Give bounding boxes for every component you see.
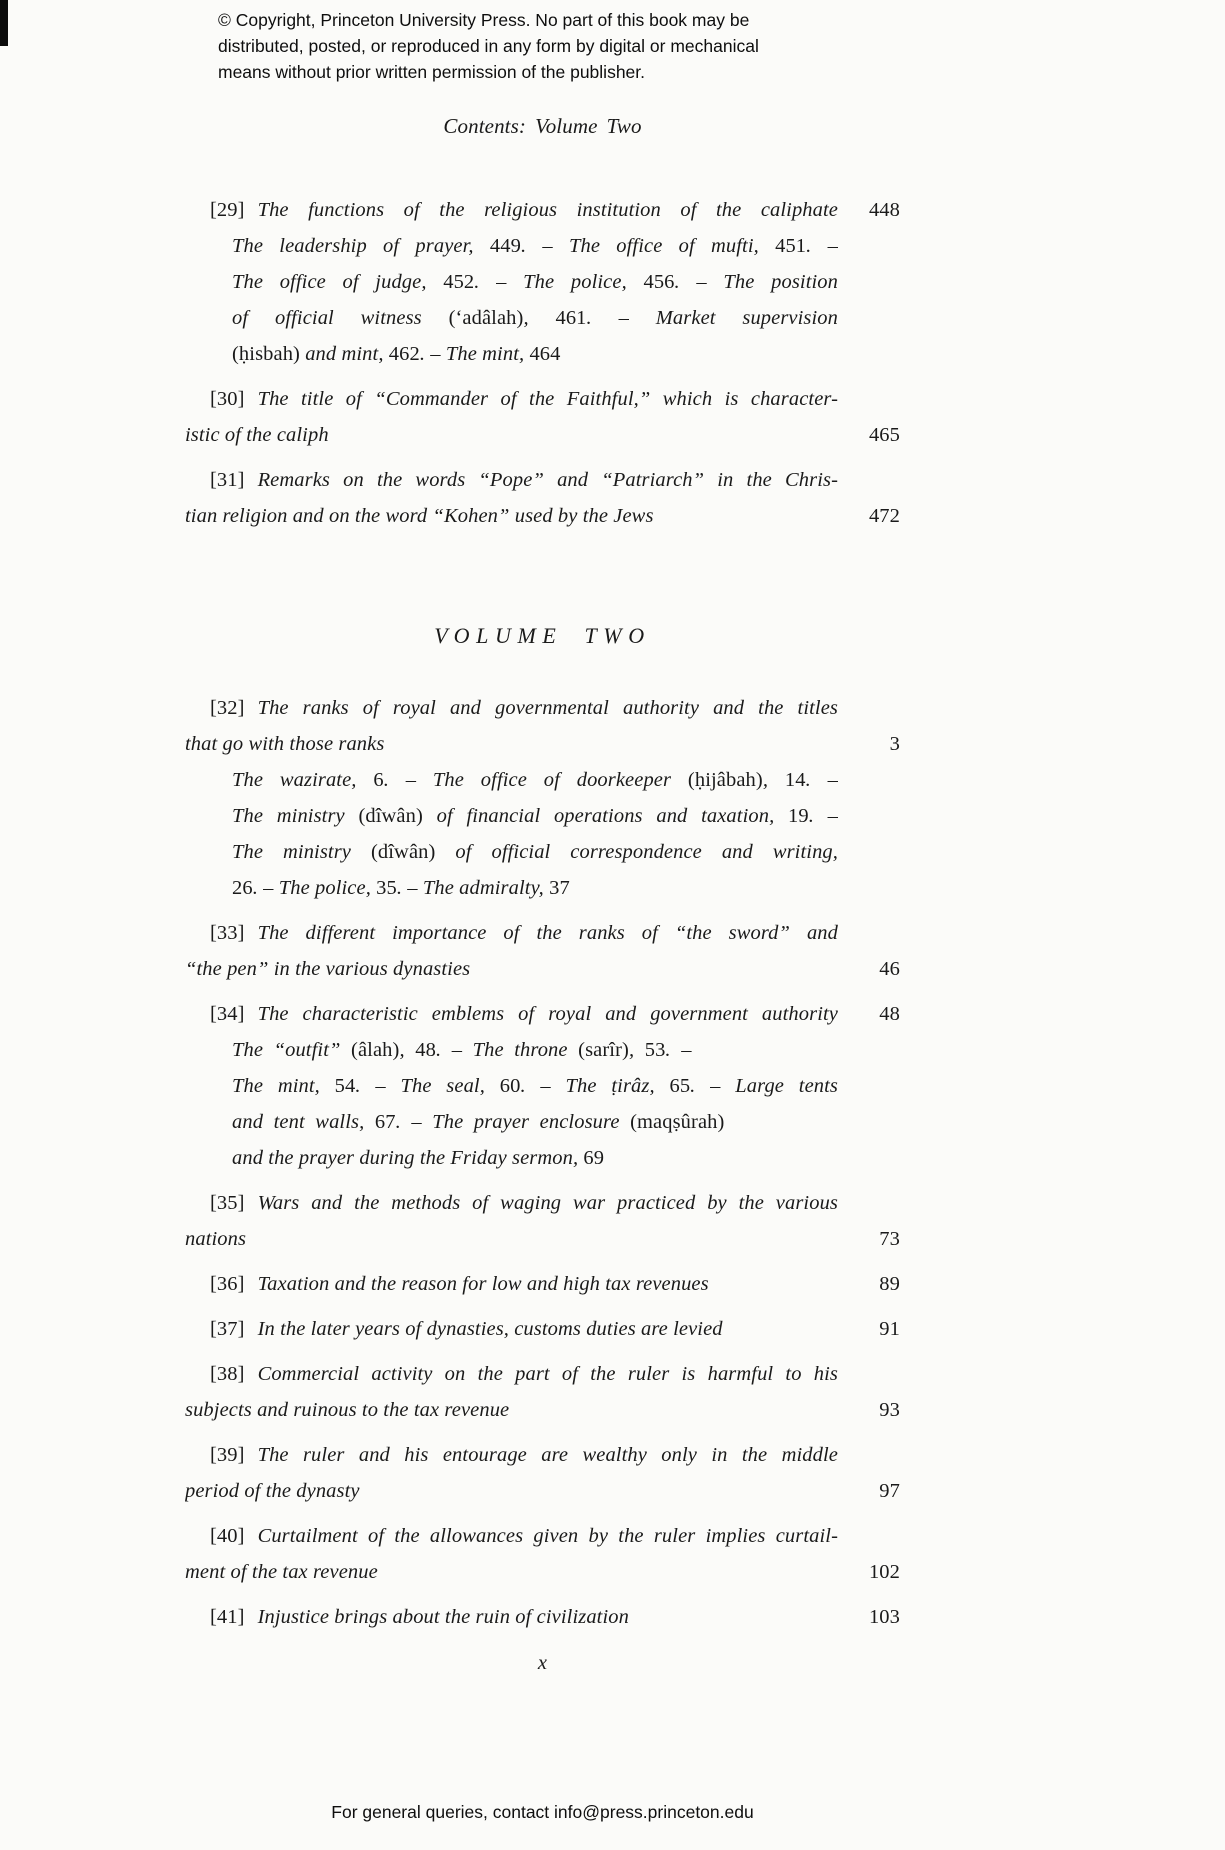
entry-text: “the pen” in the various dynasties (185, 958, 471, 980)
entry-page-number (838, 300, 900, 336)
copyright-line: © Copyright, Princeton University Press. No part of this book may be (218, 10, 750, 30)
entry-text: The leadership of prayer, 449. – The office of mufti, 451. – (232, 235, 838, 257)
entry-text: The wazirate, 6. – The office of doorkeeper (ḥijâbah), 14. – (232, 769, 838, 791)
contents-heading: Contents: Volume Two (443, 114, 642, 138)
entry-number: [33] (210, 922, 245, 944)
entry-number: [31] (210, 469, 245, 491)
entry-page-number: 48 (879, 1003, 900, 1025)
entry-text: tian religion and on the word “Kohen” used by the Jews (185, 505, 654, 527)
toc-line (185, 228, 900, 264)
toc-entry (185, 1437, 900, 1509)
toc-entry (185, 1266, 900, 1302)
toc-section (185, 618, 900, 1635)
entry-page-number: 89 (879, 1273, 900, 1295)
entry-page-number: 102 (868, 1561, 900, 1583)
toc-entry (185, 1599, 900, 1635)
entry-page-number (838, 1104, 900, 1140)
page-number-roman: x (537, 1652, 548, 1674)
entry-number: [29] (210, 199, 245, 221)
entry-number: [32] (210, 697, 245, 719)
toc-line (185, 1554, 900, 1590)
toc-entry (185, 690, 900, 906)
entry-number: [40] (210, 1525, 245, 1547)
entry-page-number (838, 1140, 900, 1176)
entry-text: The mint, 54. – The seal, 60. – The ṭirâz, 65. – Large tents (232, 1075, 838, 1097)
toc-line (185, 1068, 900, 1104)
entry-text: Taxation and the reason for low and high tax revenues (257, 1273, 709, 1295)
toc-line (185, 1356, 900, 1392)
entry-page-number: 97 (879, 1480, 900, 1502)
volume-heading: VOLUME TWO (434, 623, 651, 648)
toc-entry (185, 192, 900, 372)
entry-page-number (838, 381, 900, 417)
entry-number: [36] (210, 1273, 245, 1295)
entry-page-number: 73 (879, 1228, 900, 1250)
toc-line (185, 690, 900, 726)
entry-text: The characteristic emblems of royal and government authority (257, 1003, 838, 1025)
toc-line (185, 798, 900, 834)
entry-page-number (838, 915, 900, 951)
toc-entry (185, 1518, 900, 1590)
entry-page-number: 93 (879, 1399, 900, 1421)
toc-line (185, 1437, 900, 1473)
entry-number: [34] (210, 1003, 245, 1025)
copyright-line: means without prior written permission of the publisher. (218, 62, 646, 82)
entry-text: 26. – The police, 35. – The admiralty, 37 (232, 877, 570, 899)
toc-line (185, 1599, 900, 1635)
entry-text: Remarks on the words “Pope” and “Patriarch” in the Chris- (257, 469, 838, 491)
entry-page-number: 465 (868, 424, 900, 446)
toc-line (185, 1185, 900, 1221)
entry-page-number (838, 264, 900, 300)
entry-page-number (838, 834, 900, 870)
toc-line (185, 1221, 900, 1257)
table-of-contents (185, 108, 900, 1681)
entry-page-number: 46 (879, 958, 900, 980)
toc-entry (185, 1311, 900, 1347)
toc-line (185, 915, 900, 951)
entry-page-number: 472 (868, 505, 900, 527)
entry-text: istic of the caliph (185, 424, 329, 446)
entry-number: [30] (210, 388, 245, 410)
entry-page-number (838, 1032, 900, 1068)
entry-number: [35] (210, 1192, 245, 1214)
toc-entry (185, 462, 900, 534)
toc-line (185, 1473, 900, 1509)
entry-text: The ranks of royal and governmental authority and the titles (257, 697, 838, 719)
entry-number: [41] (210, 1606, 245, 1628)
entry-text: of official witness (‘adâlah), 461. – Market supervision (232, 307, 838, 329)
toc-line (185, 264, 900, 300)
toc-line (185, 726, 900, 762)
entry-text: Wars and the methods of waging war practiced by the various (257, 1192, 838, 1214)
toc-line (185, 1311, 900, 1347)
entry-text: and tent walls, 67. – The prayer enclosure (maqṣûrah) (232, 1111, 725, 1133)
scan-artifact (0, 0, 8, 46)
toc-line (185, 1032, 900, 1068)
entry-page-number: 448 (868, 199, 900, 221)
toc-line (185, 462, 900, 498)
toc-line (185, 951, 900, 987)
toc-entry (185, 381, 900, 453)
entry-page-number (838, 1185, 900, 1221)
toc-line (185, 336, 900, 372)
toc-line (185, 417, 900, 453)
toc-section (185, 192, 900, 534)
toc-entry (185, 1356, 900, 1428)
toc-line (185, 762, 900, 798)
toc-line (185, 1140, 900, 1176)
entry-page-number (838, 1356, 900, 1392)
toc-line (185, 1104, 900, 1140)
copyright-notice (218, 7, 878, 85)
entry-text: The “outfit” (âlah), 48. – The throne (sarîr), 53. – (232, 1039, 692, 1061)
entry-text: Injustice brings about the ruin of civilization (257, 1606, 629, 1628)
toc-sections (185, 192, 900, 1635)
entry-text: The ministry (dîwân) of official correspondence and writing, (232, 841, 838, 863)
toc-line (185, 1266, 900, 1302)
entry-text: The title of “Commander of the Faithful,” which is character- (257, 388, 838, 410)
entry-text: period of the dynasty (185, 1480, 360, 1502)
entry-text: The ruler and his entourage are wealthy only in the middle (257, 1444, 838, 1466)
toc-line (185, 996, 900, 1032)
entry-text: The different importance of the ranks of “the sword” and (257, 922, 838, 944)
entry-page-number: 91 (879, 1318, 900, 1340)
entry-page-number (838, 1437, 900, 1473)
entry-text: nations (185, 1228, 247, 1250)
entry-text: The functions of the religious institution of the caliphate (257, 199, 838, 221)
entry-page-number (838, 870, 900, 906)
entry-number: [39] (210, 1444, 245, 1466)
toc-entry (185, 915, 900, 987)
toc-line (185, 834, 900, 870)
entry-page-number: 3 (889, 733, 900, 755)
entry-page-number (838, 690, 900, 726)
toc-line (185, 192, 900, 228)
entry-page-number: 103 (868, 1606, 900, 1628)
toc-line (185, 1518, 900, 1554)
entry-text: and the prayer during the Friday sermon, 69 (232, 1147, 605, 1169)
entry-page-number (838, 336, 900, 372)
entry-text: In the later years of dynasties, customs duties are levied (257, 1318, 723, 1340)
toc-line (185, 381, 900, 417)
entry-page-number (838, 798, 900, 834)
footer-contact: For general queries, contact info@press.princeton.edu (331, 1802, 754, 1822)
toc-line (185, 498, 900, 534)
copyright-line: distributed, posted, or reproduced in any form by digital or mechanical (218, 36, 759, 56)
entry-text: The ministry (dîwân) of financial operations and taxation, 19. – (232, 805, 838, 827)
entry-page-number (838, 762, 900, 798)
entry-text: subjects and ruinous to the tax revenue (185, 1399, 510, 1421)
entry-page-number (838, 228, 900, 264)
toc-line (185, 1392, 900, 1428)
entry-number: [38] (210, 1363, 245, 1385)
entry-text: ment of the tax revenue (185, 1561, 378, 1583)
toc-line (185, 870, 900, 906)
toc-line (185, 300, 900, 336)
entry-text: that go with those ranks (185, 733, 385, 755)
toc-entry (185, 996, 900, 1176)
toc-entry (185, 1185, 900, 1257)
entry-page-number (838, 1068, 900, 1104)
entry-number: [37] (210, 1318, 245, 1340)
entry-page-number (838, 1518, 900, 1554)
entry-text: (ḥisbah) and mint, 462. – The mint, 464 (232, 343, 561, 365)
entry-text: The office of judge, 452. – The police, 456. – The position (232, 271, 838, 293)
entry-text: Curtailment of the allowances given by the ruler implies curtail- (257, 1525, 838, 1547)
entry-text: Commercial activity on the part of the ruler is harmful to his (257, 1363, 838, 1385)
entry-page-number (838, 462, 900, 498)
